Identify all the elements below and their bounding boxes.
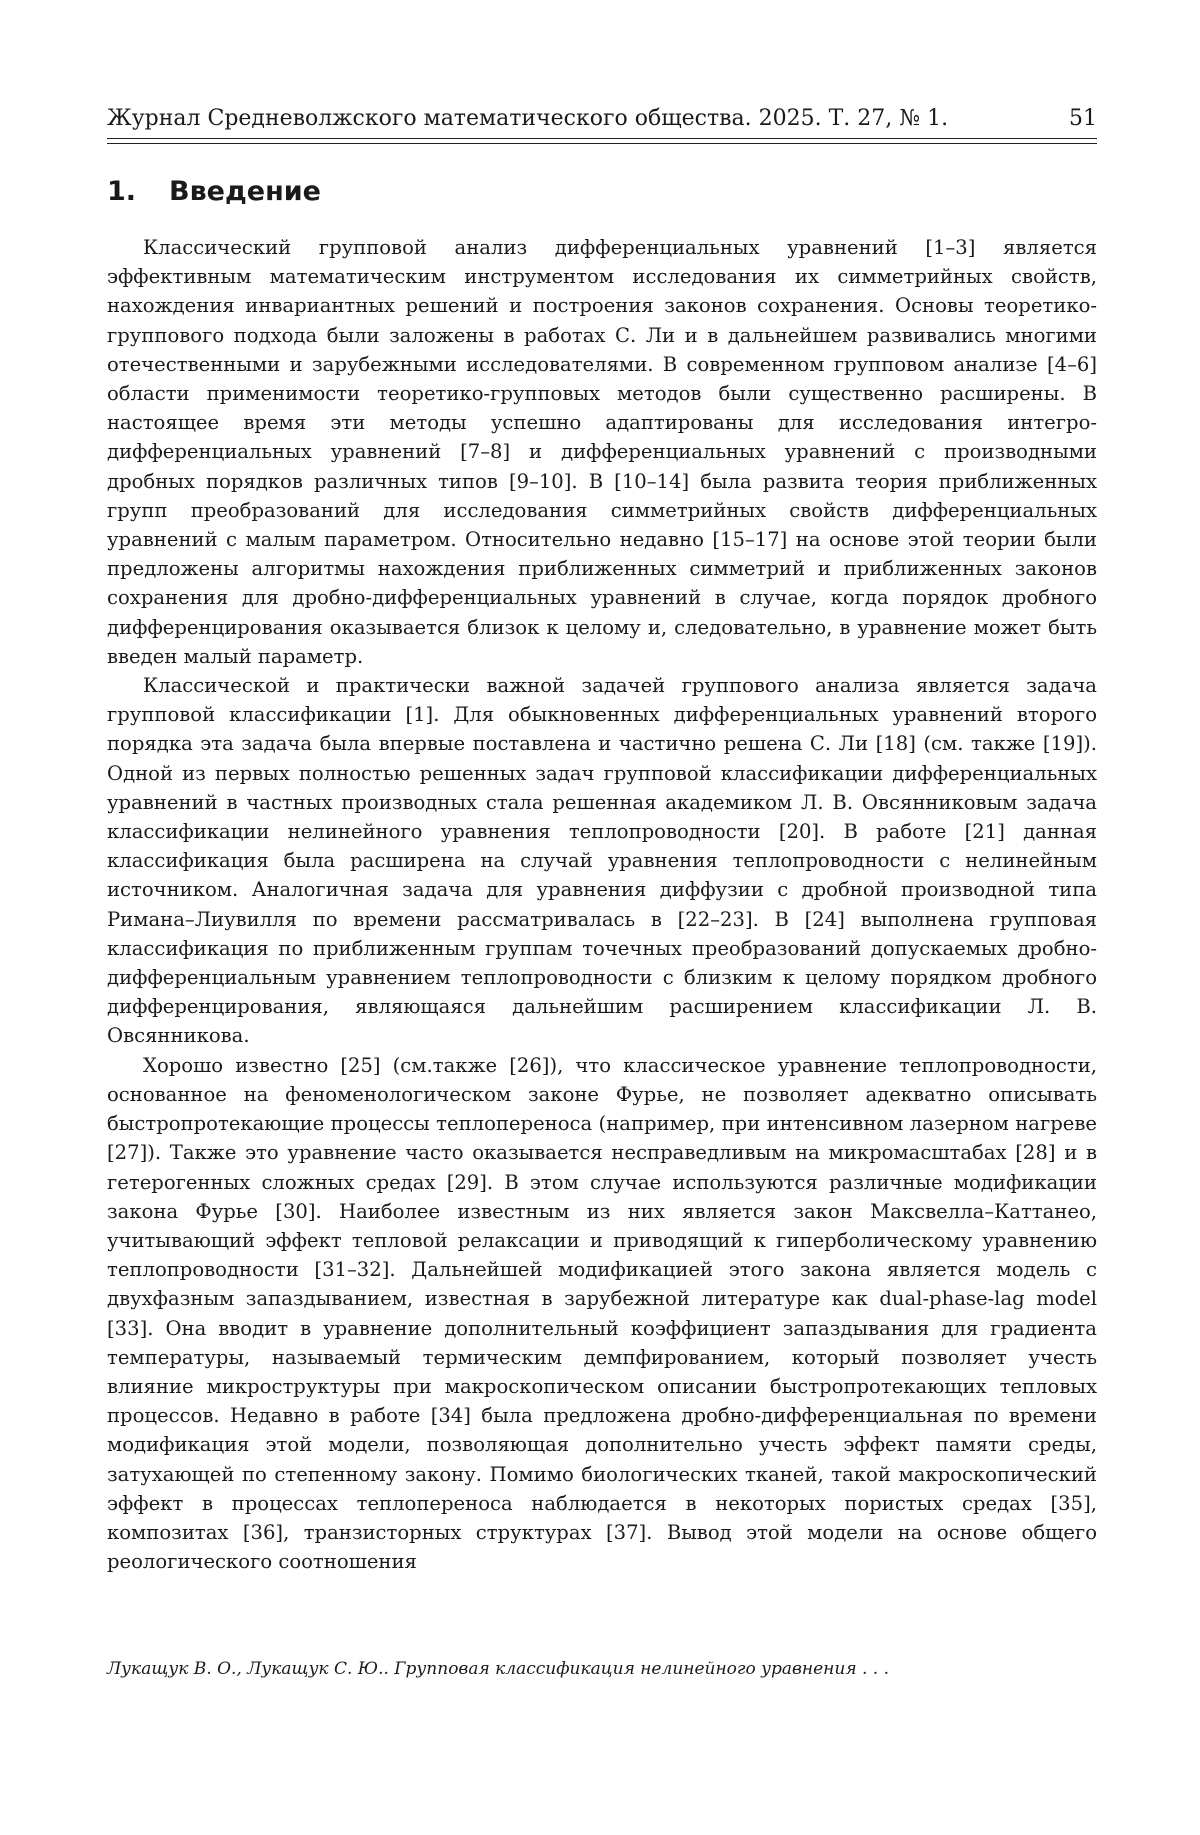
section-title: Введение [169, 176, 321, 207]
body-text [107, 233, 1097, 1576]
running-footer: Лукащук В. О., Лукащук С. Ю.. Групповая классификация нелинейного уравнения . . . [107, 1659, 889, 1679]
paragraph-2: Классической и практически важной задачей группового анализа является задача групповой классификации [1]. Для обыкновенных дифференциальных уравнений второго порядка эта задача была впервые поставлена и частично решена С. Ли [18] (см. также [19]). Одной из первых полностью решенных задач групповой классификации дифференциальных уравнений в частных производных стала решенная академиком Л. В. Овсянниковым задача классификации нелинейного уравнения теплопроводности [20]. В работе [21] данная классификация была расширена на случай уравнения теплопроводности с нелинейным источником. Аналогичная задача для уравнения диффузии с дробной производной типа Римана–Лиувилля по времени рассматривалась в [22–23]. В [24] выполнена групповая классификация по приближенным группам точечных преобразований допускаемых дробно-дифференциальным уравнением теплопроводности с близким к целому порядком дробного дифференцирования, являющаяся дальнейшим расширением классификации Л. В. Овсянникова. [107, 674, 1097, 1048]
section-heading [107, 174, 321, 210]
section-number: 1. [107, 176, 137, 207]
running-header [107, 104, 1097, 134]
header-rule-bottom [107, 143, 1097, 144]
header-rule-top [107, 138, 1097, 139]
page-number: 51 [1069, 106, 1097, 131]
paragraph-1: Классический групповой анализ дифференциальных уравнений [1–3] является эффективным математическим инструментом исследования их симметрийных свойств, нахождения инвариантных решений и построения законов сохранения. Основы теоретико-группового подхода были заложены в работах С. Ли и в дальнейшем развивались многими отечественными и зарубежными исследователями. В современном групповом анализе [4–6] области применимости теоретико-групповых методов были существенно расширены. В настоящее время эти методы успешно адаптированы для исследования интегро-дифференциальных уравнений [7–8] и дифференциальных уравнений с производными дробных порядков различных типов [9–10]. В [10–14] была развита теория приближенных групп преобразований для исследования симметрийных свойств дифференциальных уравнений с малым параметром. Относительно недавно [15–17] на основе этой теории были предложены алгоритмы нахождения приближенных симметрий и приближенных законов сохранения для дробно-дифференциальных уравнений в случае, когда порядок дробного дифференцирования оказывается близок к целому и, следовательно, в уравнение может быть введен малый параметр. [107, 236, 1097, 668]
paragraph-3: Хорошо известно [25] (см.также [26]), что классическое уравнение теплопроводности, основанное на феноменологическом законе Фурье, не позволяет адекватно описывать быстропротекающие процессы теплопереноса (например, при интенсивном лазерном нагреве [27]). Также это уравнение часто оказывается несправедливым на микромасштабах [28] и в гетерогенных сложных средах [29]. В этом случае используются различные модификации закона Фурье [30]. Наиболее известным из них является закон Максвелла–Каттанео, учитывающий эффект тепловой релаксации и приводящий к гиперболическому уравнению теплопроводности [31–32]. Дальнейшей модификацией этого закона является модель с двухфазным запаздыванием, известная в зарубежной литературе как dual-phase-lag model [33]. Она вводит в уравнение дополнительный коэффициент запаздывания для градиента температуры, называемый термическим демпфированием, который позволяет учесть влияние микроструктуры при макроскопическом описании быстропротекающих тепловых процессов. Недавно в работе [34] была предложена дробно-дифференциальная по времени модификация этой модели, позволяющая дополнительно учесть эффект памяти среды, затухающей по степенному закону. Помимо биологических тканей, такой макроскопический эффект в процессах теплопереноса наблюдается в некоторых пористых средах [35], композитах [36], транзисторных структурах [37]. Вывод этой модели на основе общего реологического соотношения [107, 1053, 1097, 1574]
journal-title: Журнал Средневолжского математического общества. 2025. Т. 27, № 1. [107, 106, 949, 131]
